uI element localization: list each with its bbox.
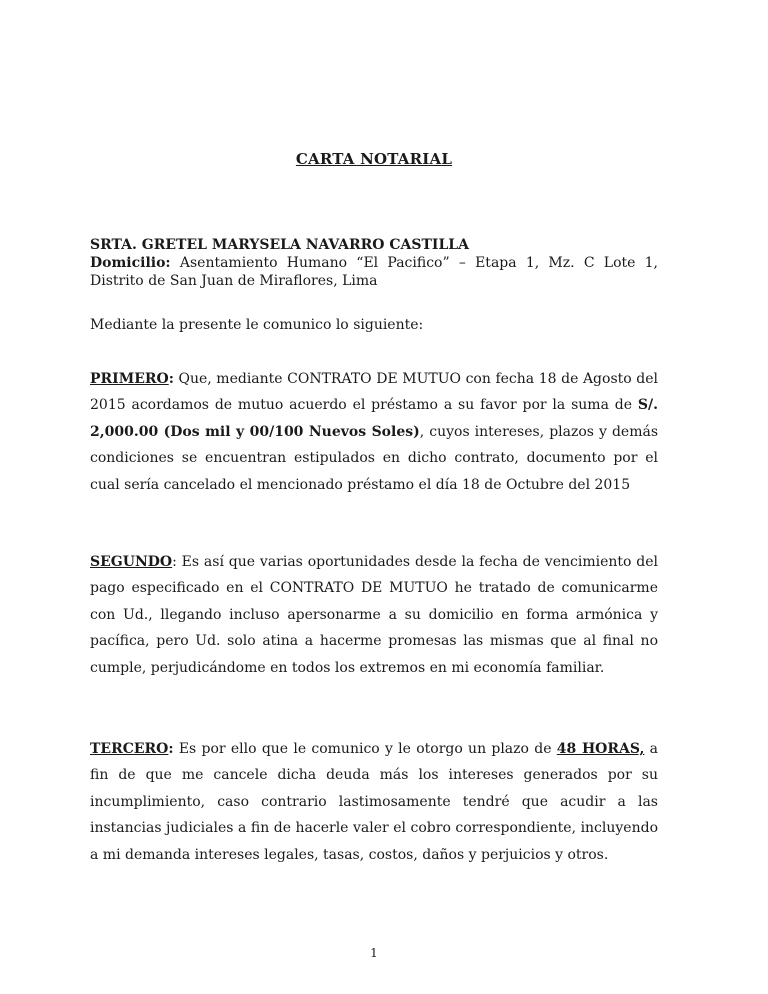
clause-colon: :: [172, 554, 177, 570]
clause-primero: [90, 366, 658, 498]
clause-colon: :: [168, 371, 174, 387]
addressee-block: [90, 236, 658, 290]
clause-tercero: [90, 736, 658, 868]
deadline-emphasis: 48 HORAS,: [556, 741, 645, 757]
clause-colon: :: [168, 741, 174, 757]
clause-text: Es así que varias oportunidades desde la fecha de vencimiento del pago especificado en el CONTRATO DE MUTUO he tratado de comunicarme con Ud., llegando incluso apersonarme a su domicilio en forma armónica y pacífica, pero Ud. solo atina a hacerme promesas las mismas que al final no cumple, perjudicándome en todos los extremos en mi economía familiar.: [90, 554, 659, 676]
address-text: Asentamiento Humano “El Pacifico” – Etapa 1, Mz. C Lote 1, Distrito de San Juan de Miraflores, Lima: [90, 255, 659, 289]
clause-text: Es por ello que le comunico y le otorgo un plazo de: [178, 741, 552, 757]
clause-text-continued: , cuyos intereses, plazos y demás condiciones se encuentran estipulados en dicho contrato, documento por el cual sería cancelado el mencionado préstamo el día 18 de Octubre del 2015: [90, 423, 658, 493]
document-title: CARTA NOTARIAL: [295, 150, 453, 168]
clause-text: Que, mediante CONTRATO DE MUTUO con fecha 18 de Agosto del 2015 acordamos de mutuo acuerdo el préstamo a su favor por la suma de: [90, 371, 658, 414]
clause-text-continued: a fin de que me cancele dicha deuda más los intereses generados por su incumplimiento, caso contrario lastimosamente tendré que acudir a las instancias judiciales a fin de hacerle valer el cobro correspondiente, incluyendo a mi demanda intereses legales, tasas, costos, daños y perjuicios y otros.: [90, 741, 658, 863]
intro-paragraph: Mediante la presente le comunico lo siguiente:: [90, 317, 424, 333]
clause-heading: TERCERO: [90, 741, 169, 757]
clause-heading: SEGUNDO: [90, 554, 173, 570]
address-label: Domicilio:: [90, 255, 171, 271]
addressee-name: SRTA. GRETEL MARYSELA NAVARRO CASTILLA: [90, 237, 469, 253]
clause-segundo: [90, 549, 658, 681]
loan-amount: S/. 2,000.00 (Dos mil y 00/100 Nuevos Soles): [90, 397, 658, 440]
clause-heading: PRIMERO: [90, 371, 169, 387]
addressee-address: [90, 254, 658, 290]
page-number: 1: [370, 946, 378, 960]
